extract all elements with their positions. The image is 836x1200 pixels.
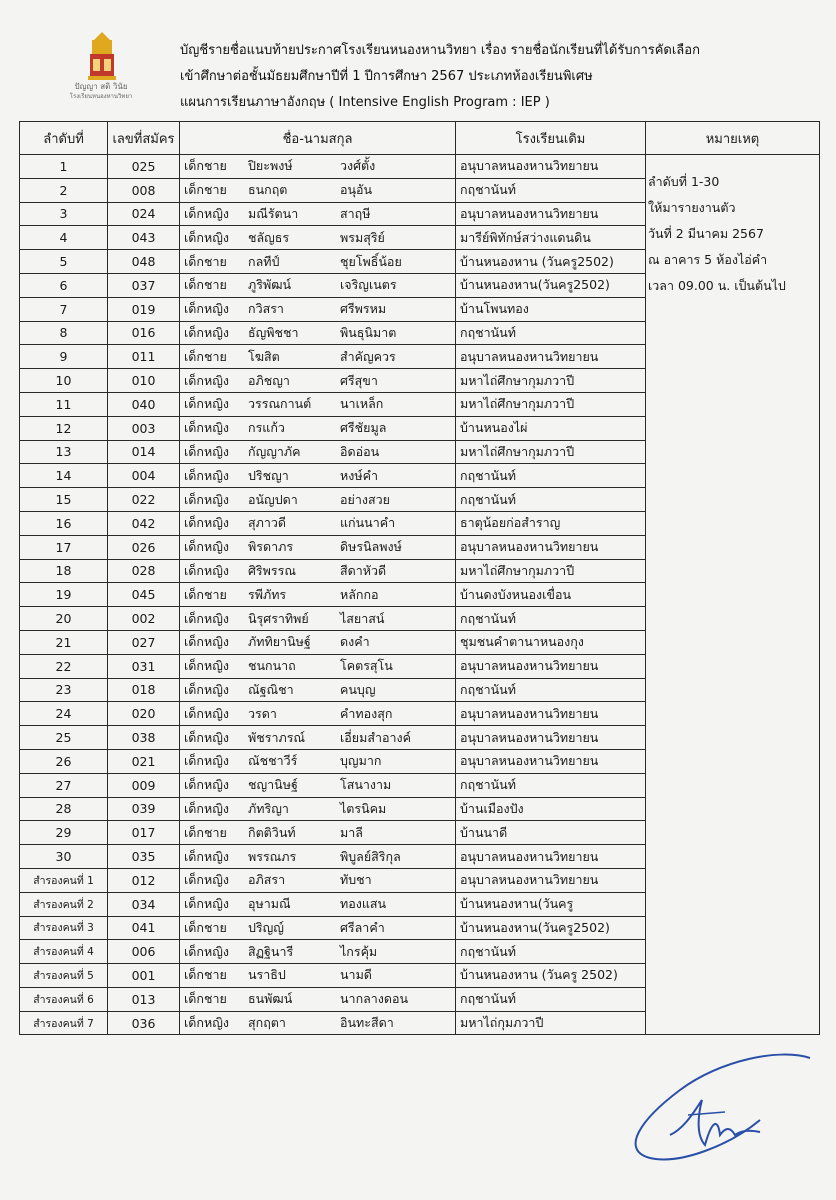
name-prefix: เด็กหญิง bbox=[184, 777, 229, 793]
cell-order: 4 bbox=[20, 226, 108, 250]
cell-full-name bbox=[180, 369, 456, 393]
last-name: โคตรสุโน bbox=[340, 658, 393, 674]
cell-application-no: 013 bbox=[108, 987, 180, 1011]
first-name: วรรณกานต์ bbox=[248, 396, 312, 412]
cell-previous-school: อนุบาลหนองหานวิทยายน bbox=[456, 202, 646, 226]
cell-full-name bbox=[180, 273, 456, 297]
table-row bbox=[20, 155, 820, 179]
remarks-line: วันที่ 2 มีนาคม 2567 bbox=[648, 226, 764, 241]
cell-previous-school: บ้านหนองหาน(วันครู bbox=[456, 892, 646, 916]
cell-previous-school: บ้านนาดี bbox=[456, 821, 646, 845]
last-name: อิดอ่อน bbox=[340, 443, 380, 459]
name-prefix: เด็กชาย bbox=[184, 967, 227, 983]
first-name: กวิสรา bbox=[248, 301, 284, 317]
cell-application-no: 004 bbox=[108, 464, 180, 488]
cell-order: สำรองคนที่ 6 bbox=[20, 987, 108, 1011]
first-name: มณีรัตนา bbox=[248, 205, 299, 221]
last-name: หงษ์คำ bbox=[340, 467, 378, 483]
cell-previous-school: กฤชานันท์ bbox=[456, 940, 646, 964]
first-name: ปริญญ์ bbox=[248, 919, 284, 935]
cell-application-no: 026 bbox=[108, 535, 180, 559]
cell-full-name bbox=[180, 607, 456, 631]
cell-order: 5 bbox=[20, 250, 108, 274]
first-name: ธนพัฒน์ bbox=[248, 991, 293, 1007]
name-prefix: เด็กหญิง bbox=[184, 896, 229, 912]
name-prefix: เด็กชาย bbox=[184, 991, 227, 1007]
last-name: พิบูลย์สิริกุล bbox=[340, 848, 401, 864]
last-name: อนุอัน bbox=[340, 182, 373, 198]
last-name: ไสยาสน์ bbox=[340, 610, 385, 626]
cell-full-name bbox=[180, 392, 456, 416]
cell-application-no: 042 bbox=[108, 511, 180, 535]
first-name: ชนกนาถ bbox=[248, 658, 296, 674]
first-name: ชญานิษฐ์ bbox=[248, 777, 298, 793]
cell-application-no: 021 bbox=[108, 749, 180, 773]
last-name: นามดี bbox=[340, 967, 372, 983]
cell-previous-school: อนุบาลหนองหานวิทยายน bbox=[456, 845, 646, 869]
cell-previous-school: อนุบาลหนองหานวิทยายน bbox=[456, 535, 646, 559]
cell-full-name bbox=[180, 202, 456, 226]
cell-previous-school: มารีย์พิทักษ์สว่างแดนดิน bbox=[456, 226, 646, 250]
cell-order: 28 bbox=[20, 797, 108, 821]
cell-order: สำรองคนที่ 7 bbox=[20, 1011, 108, 1035]
last-name: ชุยโพธิ์น้อย bbox=[340, 253, 402, 269]
name-prefix: เด็กหญิง bbox=[184, 491, 229, 507]
first-name: ภัทริญา bbox=[248, 800, 289, 816]
last-name: อย่างสวย bbox=[340, 491, 390, 507]
cell-full-name bbox=[180, 702, 456, 726]
name-prefix: เด็กหญิง bbox=[184, 420, 229, 436]
name-prefix: เด็กหญิง bbox=[184, 753, 229, 769]
name-prefix: เด็กหญิง bbox=[184, 705, 229, 721]
cell-previous-school: อนุบาลหนองหานวิทยายน bbox=[456, 345, 646, 369]
logo-motto: ปัญญา สติ วินัย bbox=[74, 82, 128, 91]
cell-full-name bbox=[180, 749, 456, 773]
cell-full-name bbox=[180, 964, 456, 988]
cell-previous-school: บ้านหนองหาน(วันครู2502) bbox=[456, 273, 646, 297]
cell-full-name bbox=[180, 845, 456, 869]
cell-application-no: 010 bbox=[108, 369, 180, 393]
cell-full-name bbox=[180, 321, 456, 345]
logo-caption bbox=[56, 82, 146, 102]
cell-previous-school: อนุบาลหนองหานวิทยายน bbox=[456, 155, 646, 179]
cell-application-no: 045 bbox=[108, 583, 180, 607]
first-name: กรแก้ว bbox=[248, 420, 285, 436]
last-name: คำทองสุก bbox=[340, 705, 393, 721]
cell-application-no: 031 bbox=[108, 654, 180, 678]
cell-order: 25 bbox=[20, 726, 108, 750]
first-name: กิตติวินท์ bbox=[248, 824, 296, 840]
name-prefix: เด็กชาย bbox=[184, 158, 227, 174]
cell-full-name bbox=[180, 892, 456, 916]
remarks-line: เวลา 09.00 น. เป็นต้นไป bbox=[648, 278, 786, 293]
name-prefix: เด็กหญิง bbox=[184, 729, 229, 745]
first-name: อภิชญา bbox=[248, 372, 290, 388]
cell-full-name bbox=[180, 511, 456, 535]
cell-full-name bbox=[180, 155, 456, 179]
cell-previous-school: ชุมชนคำตานาหนองกุง bbox=[456, 630, 646, 654]
name-prefix: เด็กหญิง bbox=[184, 681, 229, 697]
name-prefix: เด็กหญิง bbox=[184, 396, 229, 412]
cell-order: สำรองคนที่ 1 bbox=[20, 868, 108, 892]
cell-previous-school: บ้านหนองไผ่ bbox=[456, 416, 646, 440]
name-prefix: เด็กหญิง bbox=[184, 301, 229, 317]
cell-order: สำรองคนที่ 4 bbox=[20, 940, 108, 964]
cell-application-no: 019 bbox=[108, 297, 180, 321]
cell-application-no: 039 bbox=[108, 797, 180, 821]
name-prefix: เด็กหญิง bbox=[184, 515, 229, 531]
cell-previous-school: มหาไถ่ศึกษากุมภวาปี bbox=[456, 440, 646, 464]
cell-application-no: 022 bbox=[108, 488, 180, 512]
cell-previous-school: บ้านเมืองปัง bbox=[456, 797, 646, 821]
name-prefix: เด็กชาย bbox=[184, 277, 227, 293]
logo-school-name: โรงเรียนหนองหานวิทยา bbox=[69, 93, 133, 100]
cell-full-name bbox=[180, 678, 456, 702]
cell-full-name bbox=[180, 797, 456, 821]
document-title bbox=[180, 38, 800, 116]
cell-previous-school: กฤชานันท์ bbox=[456, 488, 646, 512]
last-name: ศรีลาคำ bbox=[340, 919, 385, 935]
first-name: กัญญาภัค bbox=[248, 443, 301, 459]
cell-previous-school: กฤชานันท์ bbox=[456, 987, 646, 1011]
cell-previous-school: มหาไถ่ศึกษากุมภวาปี bbox=[456, 369, 646, 393]
last-name: ศรีพรหม bbox=[340, 301, 387, 317]
header-application-no: เลขที่สมัคร bbox=[108, 122, 180, 155]
last-name: พรมสุริย์ bbox=[340, 229, 385, 245]
student-list-table bbox=[19, 121, 820, 1035]
cell-full-name bbox=[180, 583, 456, 607]
cell-order: 19 bbox=[20, 583, 108, 607]
last-name: มาลี bbox=[340, 824, 363, 840]
cell-order: 20 bbox=[20, 607, 108, 631]
cell-application-no: 017 bbox=[108, 821, 180, 845]
cell-application-no: 020 bbox=[108, 702, 180, 726]
document-header bbox=[0, 0, 836, 122]
cell-order: 23 bbox=[20, 678, 108, 702]
cell-order: 27 bbox=[20, 773, 108, 797]
cell-order: 24 bbox=[20, 702, 108, 726]
remarks-text bbox=[646, 155, 819, 299]
name-prefix: เด็กหญิง bbox=[184, 324, 229, 340]
cell-application-no: 024 bbox=[108, 202, 180, 226]
table-header-row bbox=[20, 122, 820, 155]
title-line-2: เข้าศึกษาต่อชั้นมัธยมศึกษาปีที่ 1 ปีการศึกษา 2567 ประเภทห้องเรียนพิเศษ bbox=[180, 69, 593, 84]
last-name: ทองแสน bbox=[340, 896, 387, 912]
last-name: หลักกอ bbox=[340, 586, 379, 602]
name-prefix: เด็กชาย bbox=[184, 586, 227, 602]
cell-application-no: 048 bbox=[108, 250, 180, 274]
last-name: ศรีสุขา bbox=[340, 372, 378, 388]
cell-previous-school: กฤชานันท์ bbox=[456, 178, 646, 202]
first-name: ภัททิยานิษฐ์ bbox=[248, 634, 311, 650]
name-prefix: เด็กหญิง bbox=[184, 467, 229, 483]
cell-application-no: 034 bbox=[108, 892, 180, 916]
cell-order: 21 bbox=[20, 630, 108, 654]
cell-application-no: 012 bbox=[108, 868, 180, 892]
cell-application-no: 040 bbox=[108, 392, 180, 416]
cell-order: 2 bbox=[20, 178, 108, 202]
name-prefix: เด็กหญิง bbox=[184, 848, 229, 864]
last-name: นาเหล็ก bbox=[340, 396, 384, 412]
first-name: ชลัญธร bbox=[248, 229, 290, 245]
cell-previous-school: กฤชานันท์ bbox=[456, 321, 646, 345]
last-name: เจริญเนตร bbox=[340, 277, 397, 293]
first-name: ปริชญา bbox=[248, 467, 289, 483]
last-name: ไตรนิคม bbox=[340, 800, 387, 816]
cell-order: 30 bbox=[20, 845, 108, 869]
cell-full-name bbox=[180, 868, 456, 892]
cell-full-name bbox=[180, 773, 456, 797]
cell-application-no: 011 bbox=[108, 345, 180, 369]
cell-previous-school: กฤชานันท์ bbox=[456, 678, 646, 702]
cell-order: 22 bbox=[20, 654, 108, 678]
cell-order: 10 bbox=[20, 369, 108, 393]
cell-order: สำรองคนที่ 5 bbox=[20, 964, 108, 988]
cell-order: 15 bbox=[20, 488, 108, 512]
cell-previous-school: อนุบาลหนองหานวิทยายน bbox=[456, 726, 646, 750]
name-prefix: เด็กชาย bbox=[184, 182, 227, 198]
cell-full-name bbox=[180, 416, 456, 440]
cell-application-no: 036 bbox=[108, 1011, 180, 1035]
header-remarks: หมายเหตุ bbox=[646, 122, 820, 155]
cell-previous-school: บ้านดงบังหนองเขื่อน bbox=[456, 583, 646, 607]
name-prefix: เด็กหญิง bbox=[184, 229, 229, 245]
last-name: เอี่ยมสำอางค์ bbox=[340, 729, 411, 745]
first-name: ปิยะพงษ์ bbox=[248, 158, 293, 174]
cell-order: 3 bbox=[20, 202, 108, 226]
last-name: ทับชา bbox=[340, 872, 372, 888]
first-name: พรรณภร bbox=[248, 848, 297, 864]
last-name: แก่นนาคำ bbox=[340, 515, 396, 531]
cell-order: 11 bbox=[20, 392, 108, 416]
cell-full-name bbox=[180, 916, 456, 940]
cell-application-no: 001 bbox=[108, 964, 180, 988]
cell-application-no: 014 bbox=[108, 440, 180, 464]
cell-order: 8 bbox=[20, 321, 108, 345]
name-prefix: เด็กหญิง bbox=[184, 539, 229, 555]
cell-previous-school: อนุบาลหนองหานวิทยายน bbox=[456, 702, 646, 726]
cell-full-name bbox=[180, 440, 456, 464]
cell-previous-school: อนุบาลหนองหานวิทยายน bbox=[456, 868, 646, 892]
first-name: พัชราภรณ์ bbox=[248, 729, 306, 745]
last-name: อินทะสีดา bbox=[340, 1015, 394, 1031]
name-prefix: เด็กหญิง bbox=[184, 800, 229, 816]
signature-icon bbox=[610, 1040, 820, 1170]
last-name: สาฤษี bbox=[340, 205, 371, 221]
last-name: นากลางดอน bbox=[340, 991, 409, 1007]
name-prefix: เด็กหญิง bbox=[184, 872, 229, 888]
cell-order: 29 bbox=[20, 821, 108, 845]
name-prefix: เด็กหญิง bbox=[184, 205, 229, 221]
cell-application-no: 035 bbox=[108, 845, 180, 869]
cell-order: 14 bbox=[20, 464, 108, 488]
cell-remarks bbox=[646, 155, 820, 1035]
cell-previous-school: มหาไถ่กุมภวาปี bbox=[456, 1011, 646, 1035]
cell-previous-school: กฤชานันท์ bbox=[456, 773, 646, 797]
name-prefix: เด็กหญิง bbox=[184, 562, 229, 578]
title-line-3: แผนการเรียนภาษาอังกฤษ ( Intensive English Program : IEP ) bbox=[180, 95, 550, 110]
name-prefix: เด็กหญิง bbox=[184, 658, 229, 674]
first-name: ศิริพรรณ bbox=[248, 562, 296, 578]
cell-full-name bbox=[180, 226, 456, 250]
cell-full-name bbox=[180, 987, 456, 1011]
cell-previous-school: กฤชานันท์ bbox=[456, 607, 646, 631]
cell-full-name bbox=[180, 654, 456, 678]
cell-order: 1 bbox=[20, 155, 108, 179]
first-name: วรดา bbox=[248, 705, 277, 721]
cell-order: 9 bbox=[20, 345, 108, 369]
first-name: ธนกฤต bbox=[248, 182, 288, 198]
cell-application-no: 043 bbox=[108, 226, 180, 250]
title-line-1: บัญชีรายชื่อแนบท้ายประกาศโรงเรียนหนองหานวิทยา เรื่อง รายชื่อนักเรียนที่ได้รับการคัดเลือก bbox=[180, 43, 700, 58]
cell-full-name bbox=[180, 250, 456, 274]
name-prefix: เด็กหญิง bbox=[184, 634, 229, 650]
header-order: ลำดับที่ bbox=[20, 122, 108, 155]
cell-full-name bbox=[180, 726, 456, 750]
first-name: สุภาวดี bbox=[248, 515, 287, 531]
cell-full-name bbox=[180, 821, 456, 845]
name-prefix: เด็กหญิง bbox=[184, 372, 229, 388]
cell-full-name bbox=[180, 345, 456, 369]
first-name: นราธิป bbox=[248, 967, 286, 983]
cell-full-name bbox=[180, 178, 456, 202]
name-prefix: เด็กชาย bbox=[184, 824, 227, 840]
cell-previous-school: มหาไถ่ศึกษากุมภวาปี bbox=[456, 559, 646, 583]
first-name: สิฏฐินารี bbox=[248, 943, 294, 959]
name-prefix: เด็กชาย bbox=[184, 919, 227, 935]
cell-full-name bbox=[180, 535, 456, 559]
cell-previous-school: กฤชานันท์ bbox=[456, 464, 646, 488]
first-name: ณัฐณิชา bbox=[248, 681, 294, 697]
first-name: สุกฤตา bbox=[248, 1015, 286, 1031]
cell-full-name bbox=[180, 488, 456, 512]
cell-previous-school: อนุบาลหนองหานวิทยายน bbox=[456, 749, 646, 773]
cell-previous-school: บ้านหนองหาน (วันครู2502) bbox=[456, 250, 646, 274]
first-name: ธัญพิชชา bbox=[248, 324, 299, 340]
cell-full-name bbox=[180, 630, 456, 654]
last-name: พินธุนิมาต bbox=[340, 324, 397, 340]
cell-application-no: 016 bbox=[108, 321, 180, 345]
cell-application-no: 028 bbox=[108, 559, 180, 583]
last-name: ไกรคุ้ม bbox=[340, 943, 378, 959]
cell-order: 12 bbox=[20, 416, 108, 440]
cell-application-no: 038 bbox=[108, 726, 180, 750]
cell-full-name bbox=[180, 940, 456, 964]
first-name: รพีภัทร bbox=[248, 586, 287, 602]
cell-order: สำรองคนที่ 2 bbox=[20, 892, 108, 916]
remarks-line: ลำดับที่ 1-30 bbox=[648, 174, 720, 189]
first-name: อุษามณี bbox=[248, 896, 291, 912]
cell-order: 13 bbox=[20, 440, 108, 464]
first-name: พิรดาภร bbox=[248, 539, 294, 555]
remarks-line: ให้มารายงานตัว bbox=[648, 200, 736, 215]
cell-order: 18 bbox=[20, 559, 108, 583]
first-name: นิรุศราทิพย์ bbox=[248, 610, 309, 626]
cell-previous-school: บ้านหนองหาน (วันครู 2502) bbox=[456, 964, 646, 988]
cell-application-no: 008 bbox=[108, 178, 180, 202]
first-name: กลทีป์ bbox=[248, 253, 280, 269]
cell-order: สำรองคนที่ 3 bbox=[20, 916, 108, 940]
cell-previous-school: อนุบาลหนองหานวิทยายน bbox=[456, 654, 646, 678]
last-name: บุญมาก bbox=[340, 753, 382, 769]
name-prefix: เด็กชาย bbox=[184, 253, 227, 269]
cell-previous-school: บ้านหนองหาน(วันครู2502) bbox=[456, 916, 646, 940]
cell-application-no: 025 bbox=[108, 155, 180, 179]
cell-previous-school: ธาตุน้อยก่อสำราญ bbox=[456, 511, 646, 535]
first-name: ภูริพัฒน์ bbox=[248, 277, 292, 293]
cell-application-no: 002 bbox=[108, 607, 180, 631]
cell-full-name bbox=[180, 297, 456, 321]
cell-application-no: 006 bbox=[108, 940, 180, 964]
first-name: อภิสรา bbox=[248, 872, 286, 888]
cell-order: 6 bbox=[20, 273, 108, 297]
name-prefix: เด็กหญิง bbox=[184, 1015, 229, 1031]
last-name: ดิษรนิลพงษ์ bbox=[340, 539, 402, 555]
last-name: ดงคำ bbox=[340, 634, 370, 650]
last-name: วงศ์ตั้ง bbox=[340, 158, 376, 174]
cell-full-name bbox=[180, 559, 456, 583]
cell-order: 26 bbox=[20, 749, 108, 773]
name-prefix: เด็กชาย bbox=[184, 348, 227, 364]
last-name: คนบุญ bbox=[340, 681, 376, 697]
cell-order: 17 bbox=[20, 535, 108, 559]
header-full-name: ชื่อ-นามสกุล bbox=[180, 122, 456, 155]
cell-application-no: 027 bbox=[108, 630, 180, 654]
cell-full-name bbox=[180, 464, 456, 488]
remarks-line: ณ อาคาร 5 ห้องไอ่คำ bbox=[648, 252, 768, 267]
last-name: โสนางาม bbox=[340, 777, 392, 793]
header-previous-school: โรงเรียนเดิม bbox=[456, 122, 646, 155]
cell-application-no: 009 bbox=[108, 773, 180, 797]
cell-order: 7 bbox=[20, 297, 108, 321]
cell-full-name bbox=[180, 1011, 456, 1035]
cell-previous-school: บ้านโพนทอง bbox=[456, 297, 646, 321]
cell-application-no: 018 bbox=[108, 678, 180, 702]
last-name: สีดาหัวดี bbox=[340, 562, 387, 578]
last-name: สำคัญควร bbox=[340, 348, 396, 364]
name-prefix: เด็กหญิง bbox=[184, 943, 229, 959]
name-prefix: เด็กหญิง bbox=[184, 610, 229, 626]
last-name: ศรีชัยมูล bbox=[340, 420, 387, 436]
first-name: อนัญปดา bbox=[248, 491, 298, 507]
first-name: โฆสิต bbox=[248, 348, 280, 364]
cell-application-no: 037 bbox=[108, 273, 180, 297]
cell-application-no: 003 bbox=[108, 416, 180, 440]
first-name: ณัชชาวีร์ bbox=[248, 753, 298, 769]
name-prefix: เด็กหญิง bbox=[184, 443, 229, 459]
cell-application-no: 041 bbox=[108, 916, 180, 940]
cell-order: 16 bbox=[20, 511, 108, 535]
cell-previous-school: มหาไถ่ศึกษากุมภวาปี bbox=[456, 392, 646, 416]
